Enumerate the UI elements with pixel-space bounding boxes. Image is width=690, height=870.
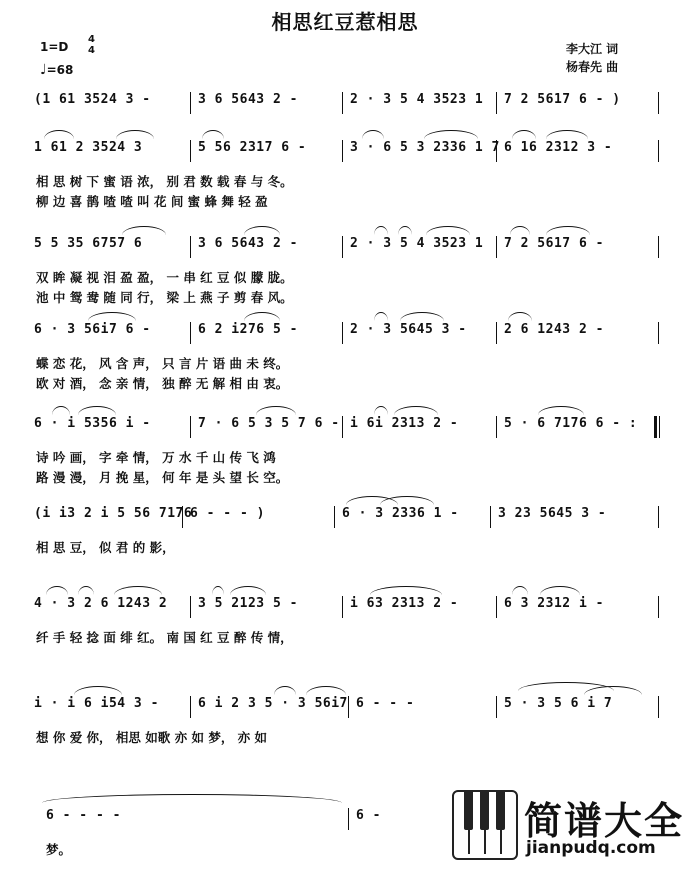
measure: 6 · i 5356 i - [34,416,151,431]
measure: 7 2 5617 6 - [504,236,604,251]
lyric-line: 梦。 [46,842,72,857]
lyricist: 李大江 词 [566,42,619,56]
measure: 2 · 3 5 4 3523 1 [350,92,484,107]
measure: 6 · 3 2336 1 - [342,506,459,521]
measure: 3 23 5645 3 - [498,506,607,521]
lyric-line: 池 中 鸳 鸯 随 同 行， 梁 上 燕 子 剪 春 风。 [36,290,293,305]
lyric-line: 欧 对 酒， 念 亲 情， 独 醉 无 解 相 由 衷。 [36,376,289,391]
measure: 5 56 2317 6 - [198,140,307,155]
measure: 6 - - - [356,696,415,711]
measure: 3 · 6 5 3 2336 1 7 [350,140,500,155]
measure: 6 i 2 3 5 · 3 56i7 [198,696,348,711]
measure: 6 - - - ) [190,506,265,521]
measure: 3 6 5643 2 - [198,236,298,251]
tempo-value: =68 [46,63,74,77]
lyric-line: 路 漫 漫， 月 挽 星， 何 年 是 头 望 长 空。 [36,470,289,485]
measure: 6 16 2312 3 - [504,140,613,155]
logo-url: jianpudq.com [526,838,656,858]
measure: 1 61 2 3524 3 [34,140,143,155]
measure: 6 - [356,808,381,823]
time-signature [88,34,95,56]
lyric-line: 想 你 爱 你， 相思 如歌 亦 如 梦， 亦 如 [36,730,268,745]
lyric-line: 蝶 恋 花， 风 含 声， 只 言 片 语 曲 未 终。 [36,356,289,371]
lyric-line: 双 眸 凝 视 泪 盈 盈， 一 串 红 豆 似 朦 胧。 [36,270,293,285]
measure: 6 3 2312 i - [504,596,604,611]
page-title: 相思红豆惹相思 [271,10,419,34]
key-label: 1=D [40,40,69,54]
measure: 5 · 6 7176 6 - : [504,416,638,431]
lyric-line: 相 思 树 下 蜜 语 浓， 别 君 数 载 春 与 冬。 [36,174,293,189]
measure: 5 · 3 5 6 i 7 [504,696,613,711]
lyric-line: 相 思 豆， 似 君 的 影， [36,540,175,555]
measure: i · i 6 i54 3 - [34,696,159,711]
lyric-line: 诗 吟 画， 字 牵 情， 万 水 千 山 传 飞 鸿 [36,450,276,465]
measure: 2 6 1243 2 - [504,322,604,337]
measure: (i i3 2 i 5 56 7176 [34,506,193,521]
lyric-line: 柳 边 喜 鹊 喳 喳 叫 花 间 蜜 蜂 舞 轻 盈 [36,194,268,209]
measure: i 63 2313 2 - [350,596,459,611]
lyric-line: 纤 手 轻 捻 面 绯 红。 南 国 红 豆 醉 传 情， [36,630,293,645]
measure: 3 5 2123 5 - [198,596,298,611]
measure: 7 · 6 5 3 5 7 6 - [198,416,340,431]
site-logo [452,790,685,862]
key-signature [40,40,68,54]
measure: i 6i 2313 2 - [350,416,459,431]
logo-brand-text: 简谱大全 [524,799,685,843]
measure: 6 · 3 56i7 6 - [34,322,151,337]
tempo-marking [40,62,73,78]
piano-keys-icon [452,790,518,860]
measure: 2 · 3 5 4 3523 1 [350,236,484,251]
quarter-note-icon: ♩ [40,62,47,78]
measure: 2 · 3 5645 3 - [350,322,467,337]
time-sig-bottom: 4 [88,45,95,56]
measure: 6 2 i276 5 - [198,322,298,337]
measure: 5 5 35 6757 6 [34,236,143,251]
composer: 杨春先 曲 [566,60,619,74]
measure: 3 6 5643 2 - [198,92,298,107]
measure: 7 2 5617 6 - ) [504,92,621,107]
measure: (1 61 3524 3 - [34,92,151,107]
time-sig-top: 4 [88,34,95,45]
measure: 4 · 3 2 6 1243 2 [34,596,168,611]
measure: 6 - - - - [46,808,121,823]
